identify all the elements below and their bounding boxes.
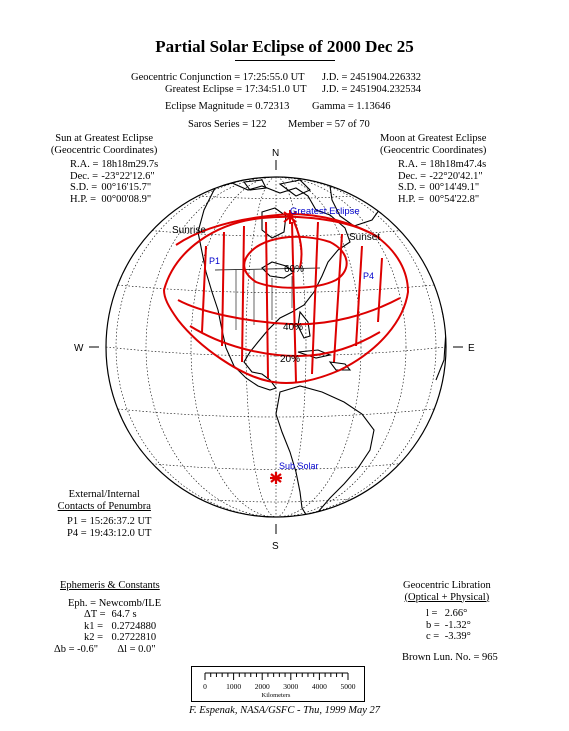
moon-value: -22°20'42.1" [429,170,483,182]
brown-lunation: Brown Lun. No. = 965 [402,651,498,663]
libration-value: -3.39° [444,631,471,642]
moon-value: 00°54'22.8" [429,193,480,205]
ephemeris-key: ΔT = [84,609,106,620]
contact-value: 15:26:37.2 UT [89,516,152,527]
libration-row [426,620,471,632]
sun-key: R.A. = [70,159,99,170]
ephemeris-table [84,609,156,644]
sunrise-label: Sunrise [172,225,206,236]
contacts-table [67,516,151,539]
ephemeris-constants [54,580,162,655]
delta-l: Δl = 0.0" [117,643,156,655]
sub-solar-marker [270,472,282,484]
contact-row [67,516,151,528]
continent-outlines [198,180,446,518]
p1-label: P1 [209,256,221,266]
ephemeris-heading: Ephemeris & Constants [60,580,160,591]
moon-key: Dec. = [398,170,427,182]
conjunction-jd: J.D. = 2451904.226332 [322,72,421,83]
ephemeris-value: 0.2724880 [111,620,157,632]
graticule [106,177,446,517]
libration-heading: Geocentric Libration [403,580,491,591]
libration-value: 2.66° [444,608,468,619]
moon-key: S.D. = [398,182,426,193]
conjunction-time: Geocentric Conjunction = 17:25:55.0 UT [131,72,305,83]
ephemeris-row [84,632,156,644]
south-label: S [272,541,279,552]
scale-labels [203,682,356,691]
scale-tick-label: 1000 [226,682,242,691]
moon-value: 18h18m47.4s [429,159,487,170]
saros-member: Member = 57 of 70 [288,119,370,130]
scale-ruler [192,667,364,701]
penumbra-contacts [57,489,151,539]
contact-key: P1 = [67,516,87,527]
ephemeris-key: k1 = [84,620,104,632]
saros-series: Saros Series = 122 [188,119,267,130]
ephemeris-row [84,621,156,633]
ephemeris-row [84,609,156,621]
libration-row [426,608,471,620]
greatest-eclipse-jd: J.D. = 2451904.232534 [322,84,421,95]
sun-value: 18h18m29.7s [101,159,159,170]
scale-bar [191,666,365,702]
contact-key: P4 = [67,527,87,539]
moon-key: R.A. = [398,159,427,170]
greatest-eclipse-label: Greatest Eclipse [290,206,360,217]
credit-line: F. Espenak, NASA/GSFC - Thu, 1999 May 27 [188,705,381,716]
scale-tick-label: 4000 [311,682,327,691]
sun-key: Dec. = [70,170,99,182]
north-label: N [272,148,280,159]
sub-solar-label: Sub Solar [279,461,319,471]
sun-value: 00°16'15.7" [101,182,152,193]
ephemeris-key: k2 = [84,632,104,643]
libration-row [426,631,471,643]
moon-value: 00°14'49.1" [429,182,480,193]
libration-key: l = [426,608,438,619]
p4-label: P4 [363,271,375,281]
libration-key: b = [426,619,440,631]
east-label: E [468,343,475,354]
west-label: W [74,343,84,354]
libration-key: c = [426,631,440,642]
scale-ticks [205,673,348,680]
moon-subheading: (Geocentric Coordinates) [380,144,487,156]
ephemeris-source: Eph. = Newcomb/ILE [68,597,162,609]
scale-tick-label: 3000 [283,682,299,691]
contacts-subheading: Contacts of Penumbra [57,500,151,512]
sun-value: 00°00'08.9" [101,193,152,205]
scale-tick-label: 5000 [340,682,356,691]
moon-key: H.P. = [398,193,425,205]
delta-b: Δb = -0.6" [54,643,99,655]
sun-key: H.P. = [70,193,97,205]
eclipse-magnitude: Eclipse Magnitude = 0.72313 [165,101,290,112]
magnitude-60-label: 60% [284,264,305,275]
contact-value: 19:43:12.0 UT [89,527,152,539]
sun-heading: Sun at Greatest Eclipse [55,133,153,144]
ephemeris-value: 0.2722810 [111,632,157,643]
contact-row [67,528,151,540]
scale-unit: Kilometers [261,692,291,699]
libration-value: -1.32° [444,619,471,631]
libration-subheading: (Optical + Physical) [404,591,490,603]
ephemeris-value: 64.7 s [111,609,137,620]
magnitude-20-label: 20% [280,354,301,365]
libration-table [426,608,471,643]
greatest-eclipse-time: Greatest Eclipse = 17:34:51.0 UT [165,84,307,95]
sunset-label: Sunset [349,232,381,243]
globe-outline [106,177,446,517]
page-title: Partial Solar Eclipse of 2000 Dec 25 [155,37,414,56]
moon-heading: Moon at Greatest Eclipse [380,133,487,144]
gamma-value: Gamma = 1.13646 [312,101,391,112]
scale-tick-label: 0 [203,682,207,691]
contacts-heading: External/Internal [68,489,140,500]
sun-key: S.D. = [70,182,98,193]
scale-tick-label: 2000 [254,682,270,691]
geocentric-libration [396,580,498,663]
sun-subheading: (Geocentric Coordinates) [50,144,158,156]
magnitude-40-label: 40% [283,322,304,333]
sun-value: -23°22'12.6" [101,170,155,182]
